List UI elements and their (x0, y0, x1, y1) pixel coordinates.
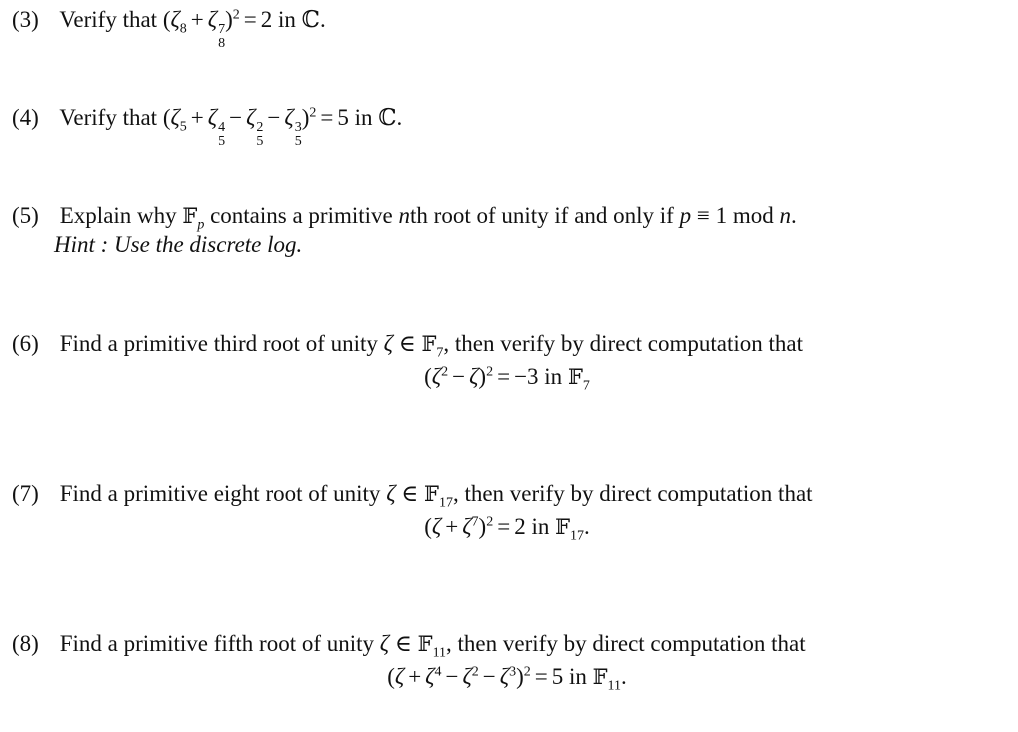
problem-number: (8) (12, 631, 39, 656)
problem-number: (3) (12, 7, 39, 32)
problem-8-statement: (8) Find a primitive fifth root of unity ζ ∈ 𝔽$_{11}$, then verify by direct computation that (12, 631, 806, 661)
problem-7-statement: (7) Find a primitive eight root of unity ζ ∈ 𝔽$_{17}$, then verify by direct computation that (12, 481, 813, 511)
problem-number: (7) (12, 481, 39, 506)
problem-number: (6) (12, 331, 39, 356)
problem-7 (12, 480, 1002, 542)
problem-8-display-equation: $(\zeta + \zeta^4 - \zeta^2 - \zeta^3)^2 = 5$ in 𝔽$_{11}$. (387, 663, 627, 694)
problem-number: (5) (12, 203, 39, 228)
math-expression: ($\zeta_5 + \zeta$ 4 5 − ζ 2 5 − ζ 3 5 )$^2$ = 5 in ℂ. (162, 105, 403, 149)
problem-5 (12, 202, 1002, 260)
problem-3-statement: (3) Verify that ($\zeta_8 + \zeta$ 7 8 )$^2$ = 2 in ℂ. (12, 7, 326, 51)
problem-6-display-equation: $(\zeta^2 - \zeta)^2 = -3$ in 𝔽$_7$ (424, 363, 590, 394)
problem-7-display-equation: $(\zeta + \zeta^7)^2 = 2$ in 𝔽$_{17}$. (424, 513, 590, 544)
math-expression: ($\zeta_8 + \zeta$ 7 8 )$^2$ = 2 in ℂ. (162, 7, 326, 51)
problem-8 (12, 630, 1002, 692)
problem-4-statement: (4) Verify that ($\zeta_5 + \zeta$ 4 5 − ζ 2 5 − ζ 3 5 )$^2$ = 5 in ℂ. (12, 105, 403, 149)
problem-6 (12, 330, 1002, 392)
problem-5-hint: Hint : Use the discrete log. (54, 231, 303, 257)
problem-4 (12, 104, 1002, 149)
problem-3 (12, 6, 1002, 51)
problem-number: (4) (12, 105, 39, 130)
problem-5-statement: (5) Explain why 𝔽$_p$ contains a primitive nth root of unity if and only if p ≡ 1 mod n. (12, 203, 797, 233)
problem-6-statement: (6) Find a primitive third root of unity ζ ∈ 𝔽$_7$, then verify by direct computation that (12, 331, 803, 361)
